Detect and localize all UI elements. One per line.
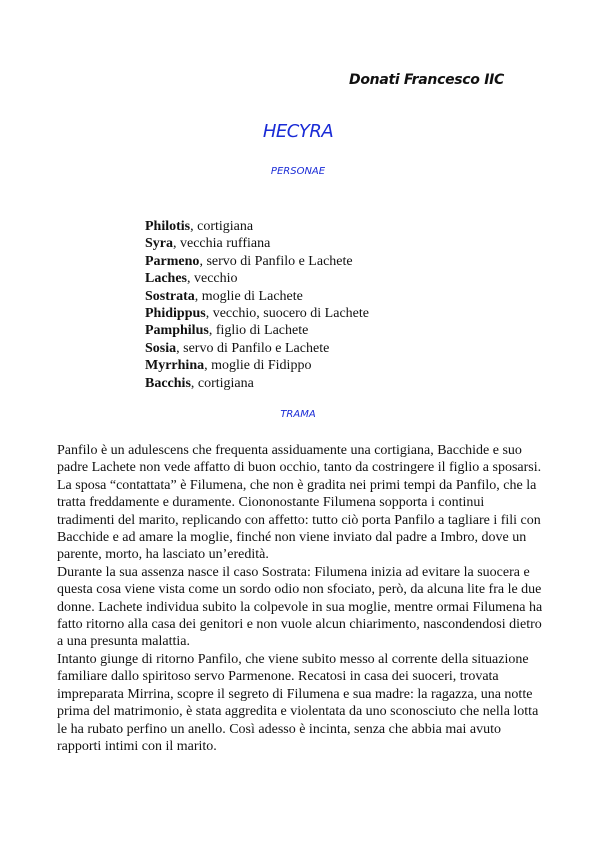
document-title: HECYRA [262,121,334,142]
character-name: Syra [145,236,173,252]
character-desc: , servo di Panfilo e Lachete [199,253,353,269]
character-item [145,357,369,374]
trama-heading: TRAMA [280,409,316,420]
author-name: Donati Francesco IIC [349,72,504,88]
character-name: Phidippus [145,306,206,322]
character-item [145,305,369,322]
personae-heading: PERSONAE [270,166,326,177]
character-name: Sostrata [145,288,195,304]
character-desc: , moglie di Lachete [194,288,303,304]
plot-paragraph: Durante la sua assenza nasce il caso Sostrata: Filumena inizia ad evitare la suocera e questa cosa viene vista come un sordo odio non sfociato, però, da alcuna lite fra le due donne. Lachete individua subito la colpevole in sua moglie, mentre ormai Filumena ha fatto ritorno alla casa dei genitori e non vuole alcun chiarimento, nascondendosi dietro a una presunta malattia. [57,564,543,650]
character-name: Philotis [145,219,191,234]
character-desc: , vecchio, suocero di Lachete [205,306,369,322]
character-list [145,218,369,392]
character-name: Sosia [145,340,177,356]
plot-paragraph: Panfilo è un adulescens che frequenta assiduamente una cortigiana, Bacchide e suo padre Lachete non vede affatto di buon occhio, tanto da costringere il figlio a sposarsi. La sposa “contattata” è Filumena, che non è gradita nei primi tempi da Panfilo, che la tratta freddamente e duramente. Ciononostante Filumena sopporta i continui tradimenti del marito, replicando con affetto: tutto ciò porta Panfilo a tagliare i fili con Bacchide e ad amare la moglie, finché non viene inviato dal padre a Imbro, dove un parente, morto, ha lasciato un’eredità. [57,443,542,563]
character-desc: , moglie di Fidippo [204,358,312,374]
character-name: Bacchis [145,375,191,391]
character-name: Myrrhina [145,358,205,374]
character-desc: , figlio di Lachete [208,323,309,339]
character-item [145,270,369,287]
character-item [145,288,369,305]
character-item [145,218,369,235]
plot-text [57,442,543,755]
character-item [145,253,369,270]
character-desc: , cortigiana [190,219,254,234]
plot-paragraph: Intanto giunge di ritorno Panfilo, che viene subito messo al corrente della situazione familiare dallo spiritoso servo Parmenone. Recatosi in casa dei suoceri, trovata impreparata Mirrina, scopre il segreto di Filumena e sua madre: la ragazza, una notte prima del matrimonio, è stata aggredita e violentata da uno sconosciuto che nella lotta le ha rubato perfino un anello. Così adesso è incinta, senza che abbia mai avuto rapporti intimi con il marito. [57,651,539,754]
character-desc: , cortigiana [190,375,254,391]
character-item [145,375,369,392]
character-desc: , servo di Panfilo e Lachete [176,340,330,356]
character-desc: , vecchio [187,271,238,287]
character-item [145,340,369,357]
character-name: Laches [145,271,187,287]
character-desc: , vecchia ruffiana [173,236,271,252]
character-name: Pamphilus [145,323,209,339]
character-item [145,322,369,339]
character-name: Parmeno [145,253,200,269]
character-item [145,235,369,252]
